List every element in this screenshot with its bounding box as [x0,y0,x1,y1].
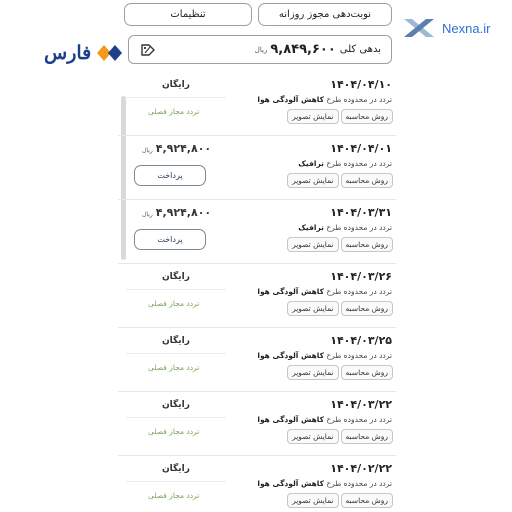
list-item [118,456,396,512]
status-free: رایگان [162,400,190,410]
item-zone: کاهش آلودگی هوا [257,95,324,104]
tab-daily-permit[interactable]: نوبت‌دهی مجوز روزانه [258,3,392,26]
calc-method-chip[interactable]: روش محاسبه [341,365,394,380]
item-description [257,95,392,104]
show-image-chip[interactable]: نمایش تصویر [287,365,338,380]
item-description [257,415,392,424]
item-date: ۱۴۰۴/۰۲/۲۲ [330,462,392,475]
divider [126,353,226,354]
item-date: ۱۴۰۴/۰۴/۰۱ [330,142,392,155]
calc-method-chip[interactable]: روش محاسبه [341,429,394,444]
calc-method-chip[interactable]: روش محاسبه [341,173,394,188]
item-desc-prefix: تردد در محدوده طرح [326,95,392,104]
divider [126,481,226,482]
seasonal-permit-note: تردد مجاز فصلی [148,299,200,308]
nexna-logo-icon [402,17,436,39]
status-free: رایگان [162,464,190,474]
calc-method-chip[interactable]: روش محاسبه [341,301,394,316]
item-date: ۱۴۰۴/۰۴/۱۰ [330,78,392,91]
show-image-chip[interactable]: نمایش تصویر [287,301,338,316]
list-item [118,136,396,200]
amount-value: ۴,۹۲۴,۸۰۰ [155,142,212,155]
list-item [118,392,396,456]
item-desc-prefix: تردد در محدوده طرح [326,287,392,296]
status-free: رایگان [162,272,190,282]
item-desc-prefix: تردد در محدوده طرح [326,159,392,168]
list-item [118,328,396,392]
item-desc-prefix: تردد در محدوده طرح [326,479,392,488]
item-amount [142,206,211,219]
show-image-chip[interactable]: نمایش تصویر [287,173,338,188]
item-desc-prefix: تردد در محدوده طرح [326,415,392,424]
divider [126,417,226,418]
list-item [118,200,396,264]
item-description [257,287,392,296]
list-item [118,72,396,136]
status-free: رایگان [162,80,190,90]
list-item [118,264,396,328]
item-description [257,351,392,360]
seasonal-permit-note: تردد مجاز فصلی [148,107,200,116]
divider [126,97,226,98]
nexna-watermark [402,17,490,39]
amount-unit: ریال [142,147,153,154]
item-date: ۱۴۰۴/۰۳/۲۶ [330,270,392,283]
show-image-chip[interactable]: نمایش تصویر [287,109,338,124]
item-zone: کاهش آلودگی هوا [257,479,324,488]
fars-logo-icon [95,42,125,64]
item-zone: ترافیک [298,159,324,168]
seasonal-permit-note: تردد مجاز فصلی [148,427,200,436]
nexna-wordmark: Nexna.ir [442,20,491,36]
calc-method-chip[interactable]: روش محاسبه [341,237,394,252]
amount-unit: ریال [142,211,153,218]
fars-wordmark: فارس [44,42,92,64]
amount-value: ۴,۹۲۴,۸۰۰ [155,206,212,219]
item-desc-prefix: تردد در محدوده طرح [326,351,392,360]
discount-tag-icon[interactable] [139,42,157,58]
total-debt-bar [128,35,392,64]
show-image-chip[interactable]: نمایش تصویر [287,429,338,444]
status-free: رایگان [162,336,190,346]
debt-label: بدهی کلی [339,44,381,55]
item-amount [142,142,211,155]
seasonal-permit-note: تردد مجاز فصلی [148,363,200,372]
pay-button[interactable]: پرداخت [134,229,206,250]
item-date: ۱۴۰۴/۰۳/۲۲ [330,398,392,411]
item-zone: کاهش آلودگی هوا [257,415,324,424]
calc-method-chip[interactable]: روش محاسبه [341,493,394,508]
show-image-chip[interactable]: نمایش تصویر [287,493,338,508]
item-description [298,223,392,232]
traffic-list [118,70,396,512]
debt-amount: ۹,۸۴۹,۶۰۰ [270,42,336,57]
calc-method-chip[interactable]: روش محاسبه [341,109,394,124]
item-date: ۱۴۰۴/۰۳/۲۵ [330,334,392,347]
item-date: ۱۴۰۴/۰۳/۳۱ [330,206,392,219]
debt-unit: ریال [254,45,268,54]
item-zone: کاهش آلودگی هوا [257,351,324,360]
divider [126,289,226,290]
show-image-chip[interactable]: نمایش تصویر [287,237,338,252]
item-description [298,159,392,168]
item-desc-prefix: تردد در محدوده طرح [326,223,392,232]
item-zone: کاهش آلودگی هوا [257,287,324,296]
seasonal-permit-note: تردد مجاز فصلی [148,491,200,500]
pay-button[interactable]: پرداخت [134,165,206,186]
item-description [257,479,392,488]
fars-watermark [44,42,125,64]
item-zone: ترافیک [298,223,324,232]
tab-settings[interactable]: تنظیمات [124,3,252,26]
